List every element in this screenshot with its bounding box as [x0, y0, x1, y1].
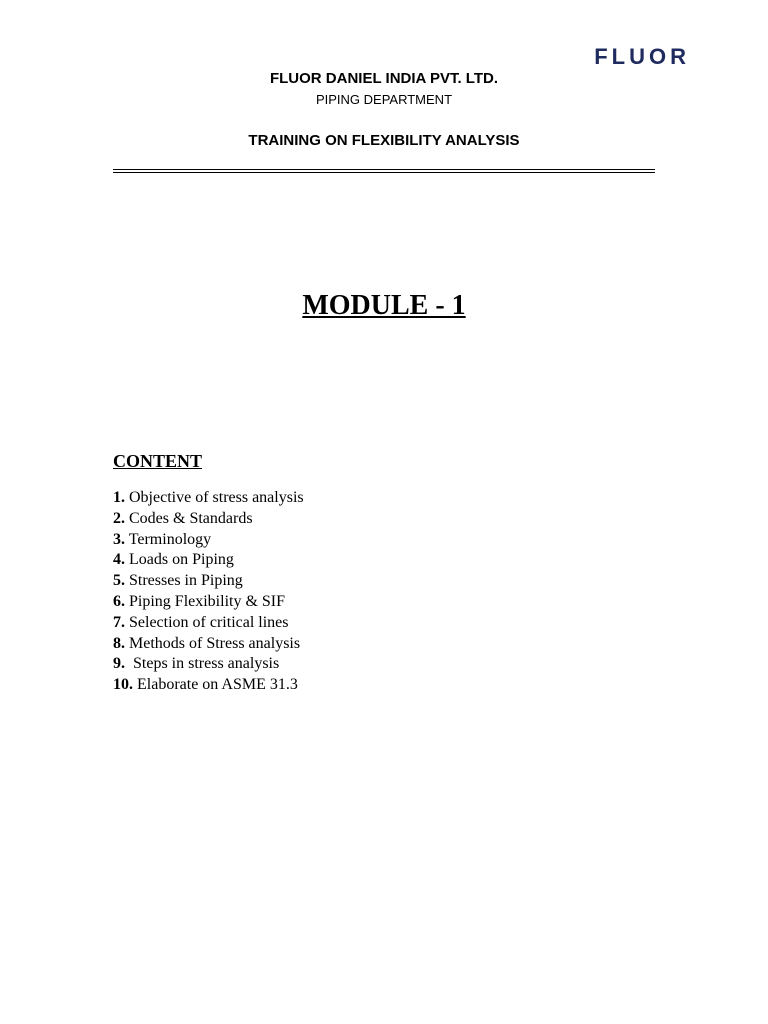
department-name: PIPING DEPARTMENT: [315, 92, 453, 107]
list-item: [113, 530, 304, 551]
item-text: Methods of Stress analysis: [129, 634, 301, 652]
item-text: Stresses in Piping: [129, 572, 243, 590]
item-text: Elaborate on ASME 31.3: [137, 676, 298, 694]
training-title: TRAINING ON FLEXIBILITY ANALYSIS: [248, 132, 520, 149]
item-text: Selection of critical lines: [129, 613, 289, 631]
item-number: 6.: [113, 592, 125, 610]
list-item: [113, 550, 304, 571]
item-text: Steps in stress analysis: [129, 655, 280, 673]
list-item: [113, 654, 304, 675]
company-name: FLUOR DANIEL INDIA PVT. LTD.: [269, 70, 499, 87]
item-number: 5.: [113, 572, 125, 590]
item-number: 10.: [113, 676, 133, 694]
list-item: [113, 592, 304, 613]
list-item: [113, 675, 304, 696]
item-text: Loads on Piping: [129, 551, 234, 569]
item-number: 9.: [113, 655, 125, 673]
item-number: 2.: [113, 509, 125, 527]
header-divider: [113, 169, 655, 173]
item-number: 3.: [113, 530, 125, 548]
item-text: Objective of stress analysis: [129, 489, 304, 506]
item-number: 4.: [113, 551, 125, 569]
module-title: MODULE - 1: [302, 290, 466, 321]
list-item: [113, 509, 304, 530]
content-list: [113, 488, 304, 696]
item-number: 7.: [113, 613, 125, 631]
item-number: 1.: [113, 489, 125, 506]
content-heading: CONTENT: [113, 451, 203, 471]
list-item: [113, 613, 304, 634]
item-text: Terminology: [128, 530, 212, 548]
item-number: 8.: [113, 634, 125, 652]
fluor-logo: FLUOR: [594, 44, 690, 69]
list-item: [113, 571, 304, 592]
item-text: Piping Flexibility & SIF: [129, 592, 286, 610]
item-text: Codes & Standards: [129, 509, 253, 527]
list-item: [113, 634, 304, 655]
list-item: [113, 488, 304, 509]
